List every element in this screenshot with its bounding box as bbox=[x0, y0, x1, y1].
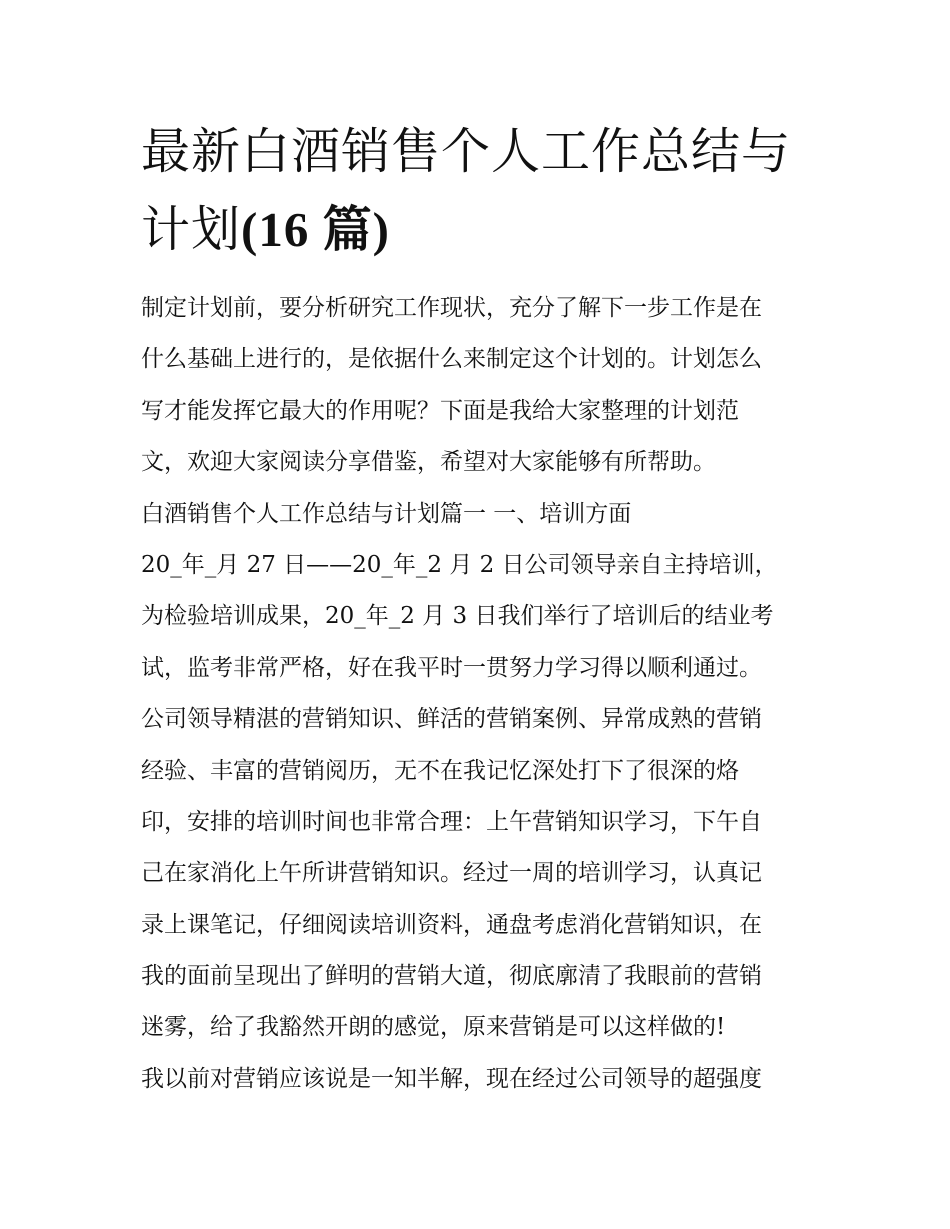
body-line: 我以前对营销应该说是一知半解，现在经过公司领导的超强度 bbox=[141, 1065, 762, 1092]
body-line: 录上课笔记，仔细阅读培训资料，通盘考虑消化营销知识，在 bbox=[141, 911, 762, 938]
body-line: 印，安排的培训时间也非常合理：上午营销知识学习，下午自 bbox=[141, 808, 762, 835]
title-line-1: 最新白酒销售个人工作总结与 bbox=[141, 123, 792, 180]
body-line: 经验、丰富的营销阅历，无不在我记忆深处打下了很深的烙 bbox=[141, 757, 739, 784]
section-heading-line: 白酒销售个人工作总结与计划篇一 一、培训方面 bbox=[141, 500, 632, 527]
body-line: 为检验培训成果，20_年_2 月 3 日我们举行了培训后的结业考 bbox=[141, 603, 774, 630]
document-content bbox=[141, 113, 813, 1105]
title-line-2-suffix: 篇) bbox=[309, 202, 390, 257]
document-title bbox=[141, 113, 813, 269]
title-line-2 bbox=[141, 191, 813, 269]
body-line: 迷雾，给了我豁然开朗的感觉，原来营销是可以这样做的! bbox=[141, 1014, 726, 1041]
body-line: 试，监考非常严格，好在我平时一贯努力学习得以顺利通过。 bbox=[141, 654, 762, 681]
body-line: 文，欢迎大家阅读分享借鉴，希望对大家能够有所帮助。 bbox=[141, 449, 716, 476]
body-line: 我的面前呈现出了鲜明的营销大道，彻底廓清了我眼前的营销 bbox=[141, 963, 762, 990]
body-line: 己在家消化上午所讲营销知识。经过一周的培训学习，认真记 bbox=[141, 860, 762, 887]
body-line: 写才能发挥它最大的作用呢？下面是我给大家整理的计划范 bbox=[141, 397, 739, 424]
document-body bbox=[141, 283, 813, 1105]
title-line-2-prefix: 计划 bbox=[141, 201, 242, 258]
body-line: 公司领导精湛的营销知识、鲜活的营销案例、异常成熟的营销 bbox=[141, 706, 762, 733]
title-line-2-bold: (16 bbox=[241, 202, 310, 257]
body-line: 20_年_月 27 日——20_年_2 月 2 日公司领导亲自主持培训， bbox=[141, 551, 778, 578]
body-line: 制定计划前，要分析研究工作现状，充分了解下一步工作是在 bbox=[141, 295, 762, 321]
body-line: 什么基础上进行的，是依据什么来制定这个计划的。计划怎么 bbox=[141, 346, 762, 373]
